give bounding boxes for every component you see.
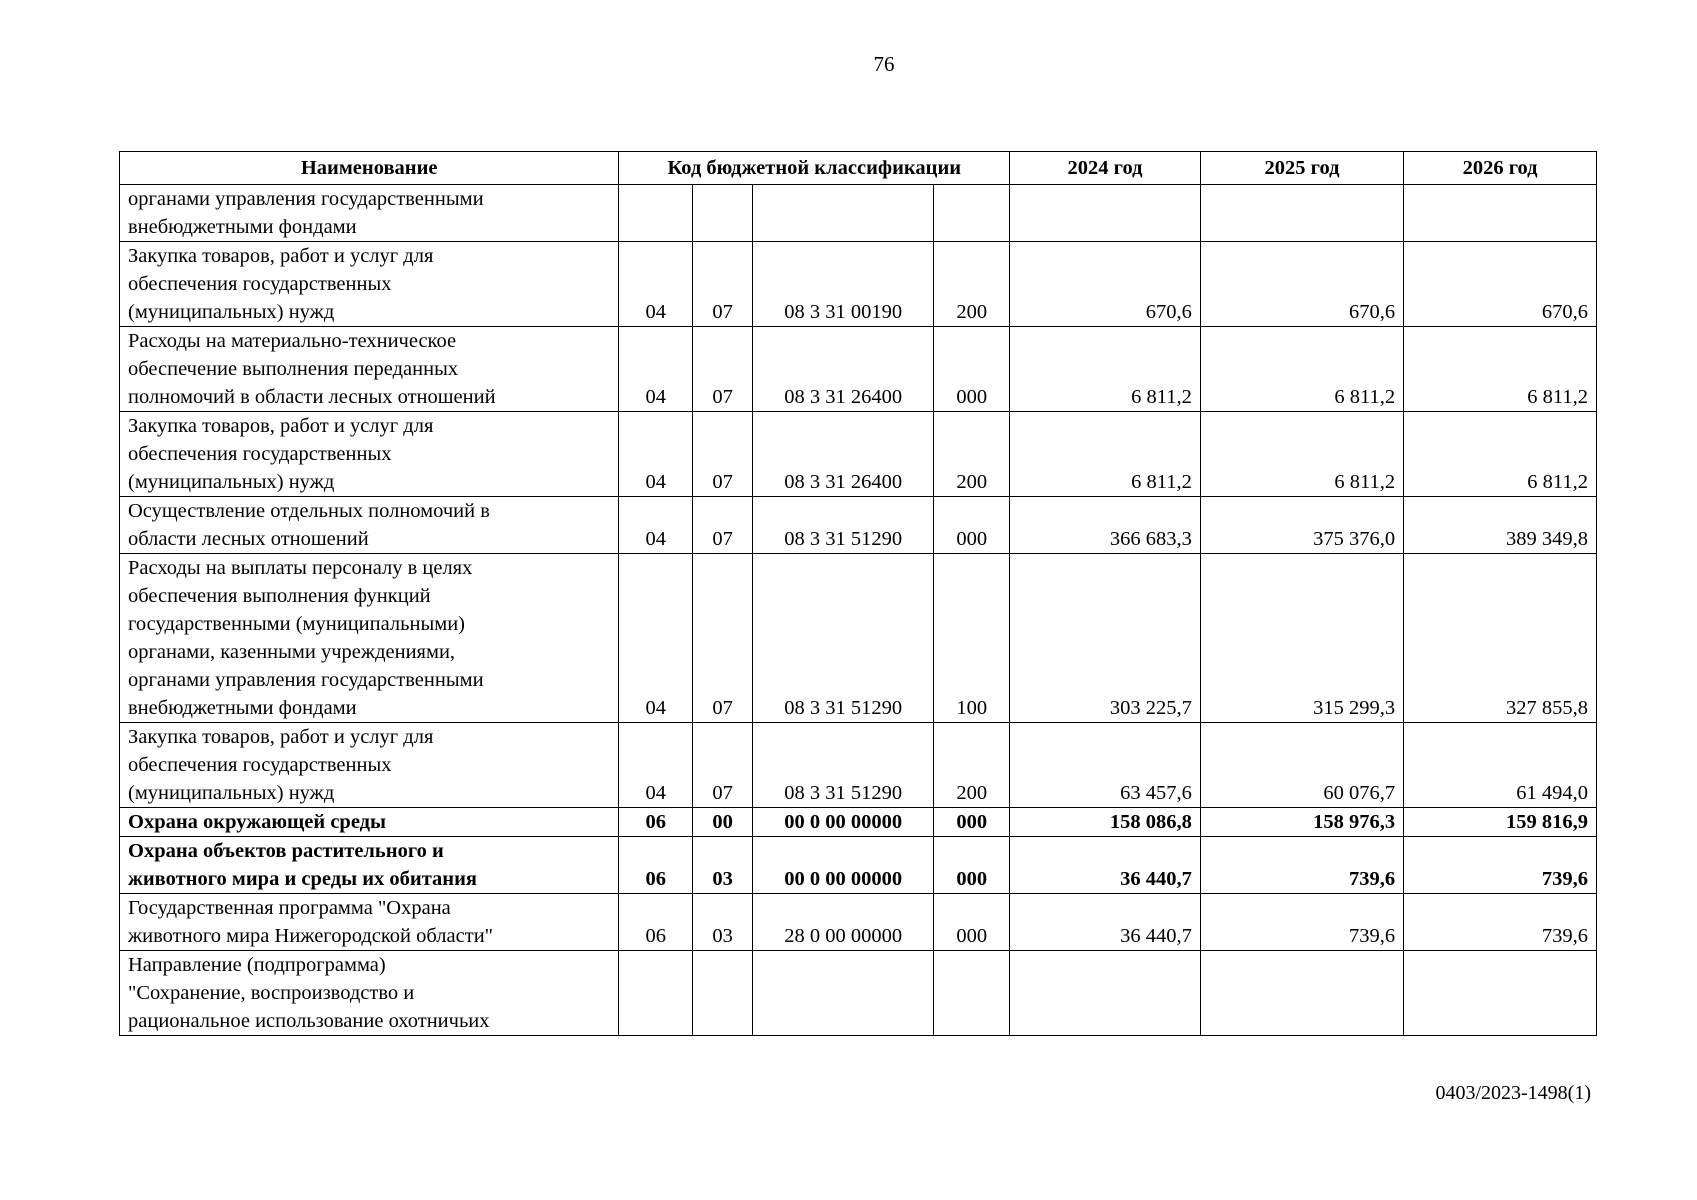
row-name-line: Осуществление отдельных полномочий в bbox=[128, 500, 490, 522]
value-2026 bbox=[1404, 185, 1597, 242]
row-name bbox=[120, 894, 619, 951]
subsection-code: 07 bbox=[693, 554, 753, 723]
row-name bbox=[120, 951, 619, 1036]
table-header-row bbox=[120, 152, 1597, 185]
header-name: Наименование bbox=[120, 152, 619, 185]
table-row bbox=[120, 723, 1597, 808]
value-2026: 739,6 bbox=[1404, 894, 1597, 951]
expense-type-code: 000 bbox=[934, 497, 1010, 554]
header-2026: 2026 год bbox=[1404, 152, 1597, 185]
table-row bbox=[120, 894, 1597, 951]
table-row bbox=[120, 242, 1597, 327]
section-code: 06 bbox=[619, 808, 693, 837]
header-2024: 2024 год bbox=[1010, 152, 1201, 185]
expense-type-code: 000 bbox=[934, 894, 1010, 951]
row-name-line: органами управления государственными bbox=[128, 669, 484, 691]
section-code bbox=[619, 951, 693, 1036]
expense-type-code: 000 bbox=[934, 837, 1010, 894]
target-article-code: 08 3 31 26400 bbox=[753, 327, 934, 412]
row-name bbox=[120, 808, 619, 837]
row-name-line: Закупка товаров, работ и услуг для bbox=[128, 415, 434, 437]
row-name-line: обеспечения государственных bbox=[128, 754, 392, 776]
row-name-line: органами управления государственными bbox=[128, 188, 484, 210]
value-2026 bbox=[1404, 951, 1597, 1036]
row-name-line: Закупка товаров, работ и услуг для bbox=[128, 245, 434, 267]
subsection-code: 07 bbox=[693, 497, 753, 554]
value-2024: 36 440,7 bbox=[1010, 837, 1201, 894]
subsection-code: 07 bbox=[693, 327, 753, 412]
value-2026: 6 811,2 bbox=[1404, 327, 1597, 412]
value-2026: 739,6 bbox=[1404, 837, 1597, 894]
value-2026: 670,6 bbox=[1404, 242, 1597, 327]
target-article-code: 08 3 31 51290 bbox=[753, 497, 934, 554]
row-name bbox=[120, 185, 619, 242]
table-row bbox=[120, 412, 1597, 497]
expense-type-code: 200 bbox=[934, 723, 1010, 808]
row-name bbox=[120, 242, 619, 327]
value-2024 bbox=[1010, 185, 1201, 242]
value-2025: 6 811,2 bbox=[1200, 412, 1403, 497]
expense-type-code: 000 bbox=[934, 808, 1010, 837]
value-2025 bbox=[1200, 951, 1403, 1036]
value-2024: 670,6 bbox=[1010, 242, 1201, 327]
value-2024: 36 440,7 bbox=[1010, 894, 1201, 951]
target-article-code: 00 0 00 00000 bbox=[753, 837, 934, 894]
row-name bbox=[120, 497, 619, 554]
expense-type-code bbox=[934, 951, 1010, 1036]
expense-type-code: 200 bbox=[934, 412, 1010, 497]
section-code: 04 bbox=[619, 412, 693, 497]
row-name-line: (муниципальных) нужд bbox=[128, 782, 335, 804]
table-row bbox=[120, 185, 1597, 242]
row-name-line: обеспечения государственных bbox=[128, 443, 392, 465]
value-2025: 158 976,3 bbox=[1200, 808, 1403, 837]
value-2025: 315 299,3 bbox=[1200, 554, 1403, 723]
target-article-code: 28 0 00 00000 bbox=[753, 894, 934, 951]
table-body bbox=[120, 185, 1597, 1036]
table-row bbox=[120, 554, 1597, 723]
row-name bbox=[120, 327, 619, 412]
row-name-line: Направление (подпрограмма) bbox=[128, 954, 386, 976]
header-code: Код бюджетной классификации bbox=[619, 152, 1010, 185]
row-name bbox=[120, 554, 619, 723]
row-name-line: органами, казенными учреждениями, bbox=[128, 641, 456, 663]
row-name bbox=[120, 723, 619, 808]
subsection-code: 07 bbox=[693, 242, 753, 327]
section-code: 04 bbox=[619, 327, 693, 412]
value-2025: 60 076,7 bbox=[1200, 723, 1403, 808]
section-code: 06 bbox=[619, 837, 693, 894]
row-name-line: государственными (муниципальными) bbox=[128, 613, 465, 635]
target-article-code: 08 3 31 51290 bbox=[753, 554, 934, 723]
subsection-code bbox=[693, 185, 753, 242]
value-2024: 303 225,7 bbox=[1010, 554, 1201, 723]
value-2024: 366 683,3 bbox=[1010, 497, 1201, 554]
target-article-code: 00 0 00 00000 bbox=[753, 808, 934, 837]
value-2026: 6 811,2 bbox=[1404, 412, 1597, 497]
section-code: 06 bbox=[619, 894, 693, 951]
row-name-line: животного мира и среды их обитания bbox=[128, 868, 477, 890]
subsection-code: 03 bbox=[693, 837, 753, 894]
subsection-code: 07 bbox=[693, 723, 753, 808]
target-article-code: 08 3 31 00190 bbox=[753, 242, 934, 327]
row-name-line: обеспечения государственных bbox=[128, 273, 392, 295]
value-2025: 670,6 bbox=[1200, 242, 1403, 327]
row-name-line: Расходы на материально-техническое bbox=[128, 330, 457, 352]
row-name bbox=[120, 837, 619, 894]
expense-type-code: 100 bbox=[934, 554, 1010, 723]
value-2026: 159 816,9 bbox=[1404, 808, 1597, 837]
value-2025 bbox=[1200, 185, 1403, 242]
subsection-code: 07 bbox=[693, 412, 753, 497]
row-name-line: обеспечение выполнения переданных bbox=[128, 358, 459, 380]
expense-type-code bbox=[934, 185, 1010, 242]
row-name-line: рациональное использование охотничьих bbox=[128, 1010, 490, 1032]
value-2024 bbox=[1010, 951, 1201, 1036]
row-name-line: (муниципальных) нужд bbox=[128, 471, 335, 493]
table-row bbox=[120, 808, 1597, 837]
expense-type-code: 200 bbox=[934, 242, 1010, 327]
value-2025: 739,6 bbox=[1200, 894, 1403, 951]
table-row bbox=[120, 951, 1597, 1036]
value-2025: 6 811,2 bbox=[1200, 327, 1403, 412]
row-name-line: Охрана окружающей среды bbox=[128, 811, 387, 833]
row-name-line: Закупка товаров, работ и услуг для bbox=[128, 726, 434, 748]
subsection-code bbox=[693, 951, 753, 1036]
subsection-code: 03 bbox=[693, 894, 753, 951]
value-2026: 389 349,8 bbox=[1404, 497, 1597, 554]
section-code: 04 bbox=[619, 242, 693, 327]
budget-table bbox=[119, 151, 1597, 1036]
target-article-code bbox=[753, 951, 934, 1036]
row-name-line: обеспечения выполнения функций bbox=[128, 585, 431, 607]
section-code: 04 bbox=[619, 497, 693, 554]
value-2024: 6 811,2 bbox=[1010, 327, 1201, 412]
row-name-line: внебюджетными фондами bbox=[128, 697, 357, 719]
value-2025: 375 376,0 bbox=[1200, 497, 1403, 554]
value-2026: 61 494,0 bbox=[1404, 723, 1597, 808]
row-name-line: внебюджетными фондами bbox=[128, 216, 357, 238]
target-article-code: 08 3 31 51290 bbox=[753, 723, 934, 808]
row-name-line: Государственная программа "Охрана bbox=[128, 897, 451, 919]
value-2024: 63 457,6 bbox=[1010, 723, 1201, 808]
expense-type-code: 000 bbox=[934, 327, 1010, 412]
target-article-code: 08 3 31 26400 bbox=[753, 412, 934, 497]
section-code: 04 bbox=[619, 554, 693, 723]
row-name-line: Охрана объектов растительного и bbox=[128, 840, 444, 862]
page-number: 76 bbox=[873, 52, 895, 76]
row-name-line: "Сохранение, воспроизводство и bbox=[128, 982, 415, 1004]
section-code: 04 bbox=[619, 723, 693, 808]
row-name-line: животного мира Нижегородской области" bbox=[128, 925, 494, 947]
table-row bbox=[120, 497, 1597, 554]
row-name bbox=[120, 412, 619, 497]
row-name-line: (муниципальных) нужд bbox=[128, 301, 335, 323]
table-row bbox=[120, 837, 1597, 894]
row-name-line: Расходы на выплаты персоналу в целях bbox=[128, 557, 473, 579]
row-name-line: области лесных отношений bbox=[128, 528, 369, 550]
subsection-code: 00 bbox=[693, 808, 753, 837]
header-2025: 2025 год bbox=[1200, 152, 1403, 185]
value-2025: 739,6 bbox=[1200, 837, 1403, 894]
value-2024: 158 086,8 bbox=[1010, 808, 1201, 837]
table-row bbox=[120, 327, 1597, 412]
value-2024: 6 811,2 bbox=[1010, 412, 1201, 497]
document-code: 0403/2023-1498(1) bbox=[1435, 1082, 1591, 1104]
value-2026: 327 855,8 bbox=[1404, 554, 1597, 723]
target-article-code bbox=[753, 185, 934, 242]
section-code bbox=[619, 185, 693, 242]
row-name-line: полномочий в области лесных отношений bbox=[128, 386, 496, 408]
